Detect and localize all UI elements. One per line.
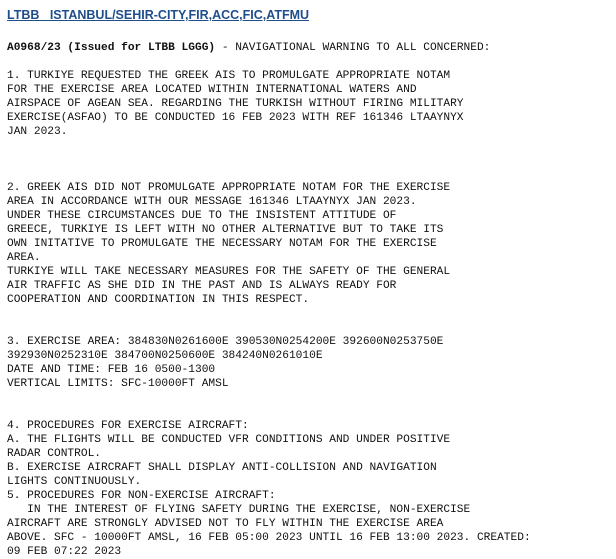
notam-text [7,41,531,559]
notam-paragraph-1: 1. TURKIYE REQUESTED THE GREEK AIS TO PROMULGATE APPROPRIATE NOTAM FOR THE EXERCISE AREA LOCATED WITHIN INTERNATIONAL WATERS AND AIRSPACE OF AGEAN SEA. REGARDING THE TURKISH WITHOUT FIRING MILITARY EXERCISE(ASFAO) TO BE CONDUCTED 16 FEB 2023 WITH REF 161346 LTAAYNYX JAN 2023. [7,70,464,138]
notam-paragraph-3: 3. EXERCISE AREA: 384830N0261600E 390530N0254200E 392600N0253750E 392930N0252310E 384700N0250600E 384240N0261010E DATE AND TIME: FEB 16 0500-1300 VERTICAL LIMITS: SFC-10000FT AMSL [7,336,444,390]
fir-header-link[interactable]: LTBB ISTANBUL/SEHIR-CITY,FIR,ACC,FIC,ATFMU [7,8,310,22]
notam-intro: - NAVIGATIONAL WARNING TO ALL CONCERNED: [215,42,491,54]
notam-id: A0968/23 (Issued for LTBB LGGG) [7,42,216,54]
notam-paragraph-2: 2. GREEK AIS DID NOT PROMULGATE APPROPRIATE NOTAM FOR THE EXERCISE AREA IN ACCORDANCE WITH OUR MESSAGE 161346 LTAAYNYX JAN 2023. UNDER THESE CIRCUMSTANCES DUE TO THE INSISTENT ATTITUDE OF GREECE, TURKIYE IS LEFT WITH NO OTHER ALTERNATIVE BUT TO TAKE ITS OWN INITATIVE TO PROMULGATE THE NECESSARY NOTAM FOR THE EXERCISE AREA. TURKIYE WILL TAKE NECESSARY MEASURES FOR THE SAFETY OF THE GENERAL AIR TRAFFIC AS SHE DID IN THE PAST AND IS ALWAYS READY FOR COOPERATION AND COORDINATION IN THIS RESPECT. [7,182,451,306]
notam-paragraph-4: 4. PROCEDURES FOR EXERCISE AIRCRAFT: A. THE FLIGHTS WILL BE CONDUCTED VFR CONDITIONS AND UNDER POSITIVE RADAR CONTROL. B. EXERCISE AIRCRAFT SHALL DISPLAY ANTI-COLLISION AND NAVIGATION LIGHTS CONTINUOUSLY. 5. PROCEDURES FOR NON-EXERCISE AIRCRAFT: IN THE INTEREST OF FLYING SAFETY DURING THE EXERCISE, NON-EXERCISE AIRCRAFT ARE STRONGLY ADVISED NOT TO FLY WITHIN THE EXERCISE AREA ABOVE. SFC - 10000FT AMSL, 16 FEB 05:00 2023 UNTIL 16 FEB 13:00 2023. CREATED: 09 FEB 07:22 2023 [7,420,531,558]
